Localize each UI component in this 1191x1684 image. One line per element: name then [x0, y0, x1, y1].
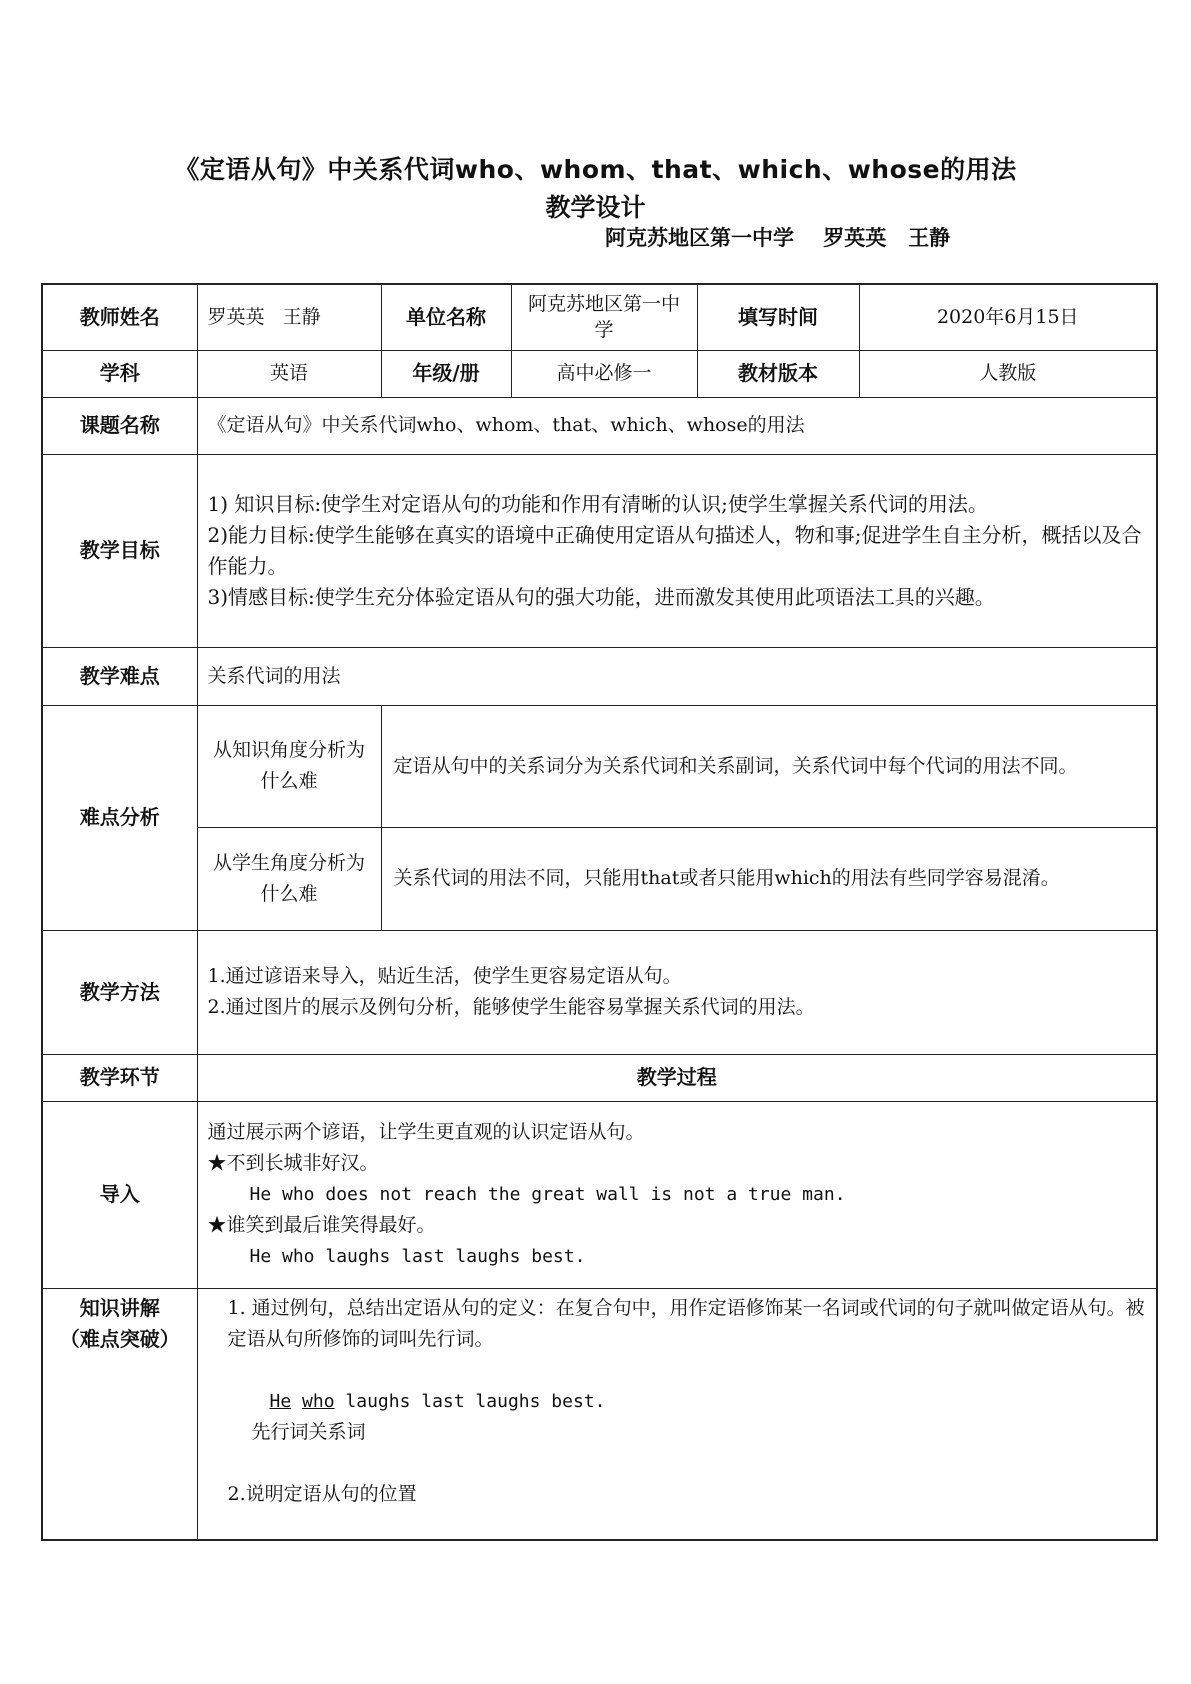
table-row: [42, 454, 1157, 647]
goal-knowledge: 1) 知识目标:使学生对定语从句的功能和作用有清晰的认识;使学生掌握关系代词的用法。: [207, 491, 988, 516]
analysis-student-text: 关系代词的用法不同，只能用that或者只能用which的用法有些同学容易混淆。: [381, 827, 1157, 930]
topic-value: 《定语从句》中关系代词who、whom、that、which、whose的用法: [197, 397, 1157, 454]
edition-value: 人教版: [859, 350, 1157, 397]
method-item: 1.通过谚语来导入，贴近生活，使学生更容易定语从句。: [207, 965, 682, 987]
goals-content: [197, 454, 1157, 647]
analysis-knowledge-text: 定语从句中的关系词分为关系代词和关系副词，关系代词中每个代词的用法不同。: [381, 705, 1157, 827]
table-row: [42, 647, 1157, 705]
intro-label: 导入: [42, 1101, 197, 1288]
example-annotation: 先行词关系词: [251, 1420, 366, 1443]
methods-content: [197, 930, 1157, 1054]
relative-word: who: [302, 1390, 335, 1412]
example-rest: laughs last laughs best.: [345, 1390, 606, 1412]
stage-label: 教学环节: [42, 1054, 197, 1101]
table-row: [42, 1054, 1157, 1101]
goal-ability: 2)能力目标:使学生能够在真实的语境中正确使用定语从句描述人，物和事;促进学生自主分析，概括以及合作能力。: [207, 522, 1142, 578]
proverb-1-cn: ★不到长城非好汉。: [207, 1152, 379, 1174]
knowledge-content: [197, 1288, 1157, 1540]
analysis-knowledge-label: 从知识角度分析为什么难: [197, 705, 381, 827]
intro-lead: 通过展示两个谚语，让学生更直观的认识定语从句。: [207, 1121, 645, 1143]
table-row: [42, 1101, 1157, 1288]
intro-content: [197, 1101, 1157, 1288]
date-label: 填写时间: [697, 284, 859, 350]
position-point: 2.说明定语从句的位置: [227, 1482, 417, 1505]
proverb-2-en: He who laughs last laughs best.: [249, 1246, 586, 1267]
antecedent-word: He: [269, 1390, 292, 1412]
document-subtitle: 教学设计: [545, 193, 646, 222]
subject-value: 英语: [197, 350, 381, 397]
proverb-2-cn: ★谁笑到最后谁笑得最好。: [207, 1214, 436, 1236]
goal-emotion: 3)情感目标:使学生充分体验定语从句的强大功能，进而激发其使用此项语法工具的兴趣。: [207, 584, 995, 609]
unit-value: 阿克苏地区第一中学: [511, 284, 697, 350]
definition-text: 1. 通过例句，总结出定语从句的定义：在复合句中，用作定语修饰某一名词或代词的句子就叫做定语从句。被定语从句所修饰的词叫先行词。: [227, 1296, 1145, 1350]
table-row: [42, 930, 1157, 1054]
table-row: [42, 1288, 1157, 1540]
analysis-label: 难点分析: [42, 705, 197, 930]
process-label: 教学过程: [197, 1054, 1157, 1101]
example-sentence: [228, 1386, 1149, 1417]
subject-label: 学科: [42, 350, 197, 397]
teacher-label: 教师姓名: [42, 284, 197, 350]
grade-label: 年级/册: [381, 350, 511, 397]
document-title: 《定语从句》中关系代词who、whom、that、which、whose的用法: [174, 155, 1017, 184]
difficulty-value: 关系代词的用法: [197, 647, 1157, 705]
authors-line: 阿克苏地区第一中学 罗英英 王静: [605, 226, 951, 250]
table-row: [42, 705, 1157, 827]
knowledge-label-line2: （难点突破）: [59, 1326, 180, 1351]
date-value: 2020年6月15日: [859, 284, 1157, 350]
method-label: 教学方法: [42, 930, 197, 1054]
analysis-student-label: 从学生角度分析为什么难: [197, 827, 381, 930]
table-row: [42, 350, 1157, 397]
edition-label: 教材版本: [697, 350, 859, 397]
lesson-plan-table: [41, 283, 1158, 1541]
teacher-value: 罗英英 王静: [197, 284, 381, 350]
proverb-1-en: He who does not reach the great wall is not a true man.: [249, 1184, 846, 1205]
table-row: [42, 284, 1157, 350]
knowledge-label: [42, 1288, 197, 1540]
grade-value: 高中必修一: [511, 350, 697, 397]
goals-label: 教学目标: [42, 454, 197, 647]
unit-label: 单位名称: [381, 284, 511, 350]
knowledge-label-line1: 知识讲解: [79, 1295, 160, 1320]
table-row: [42, 397, 1157, 454]
table-row: [42, 827, 1157, 930]
topic-label: 课题名称: [42, 397, 197, 454]
method-item: 2.通过图片的展示及例句分析，能够使学生能容易掌握关系代词的用法。: [207, 996, 815, 1018]
difficulty-label: 教学难点: [42, 647, 197, 705]
